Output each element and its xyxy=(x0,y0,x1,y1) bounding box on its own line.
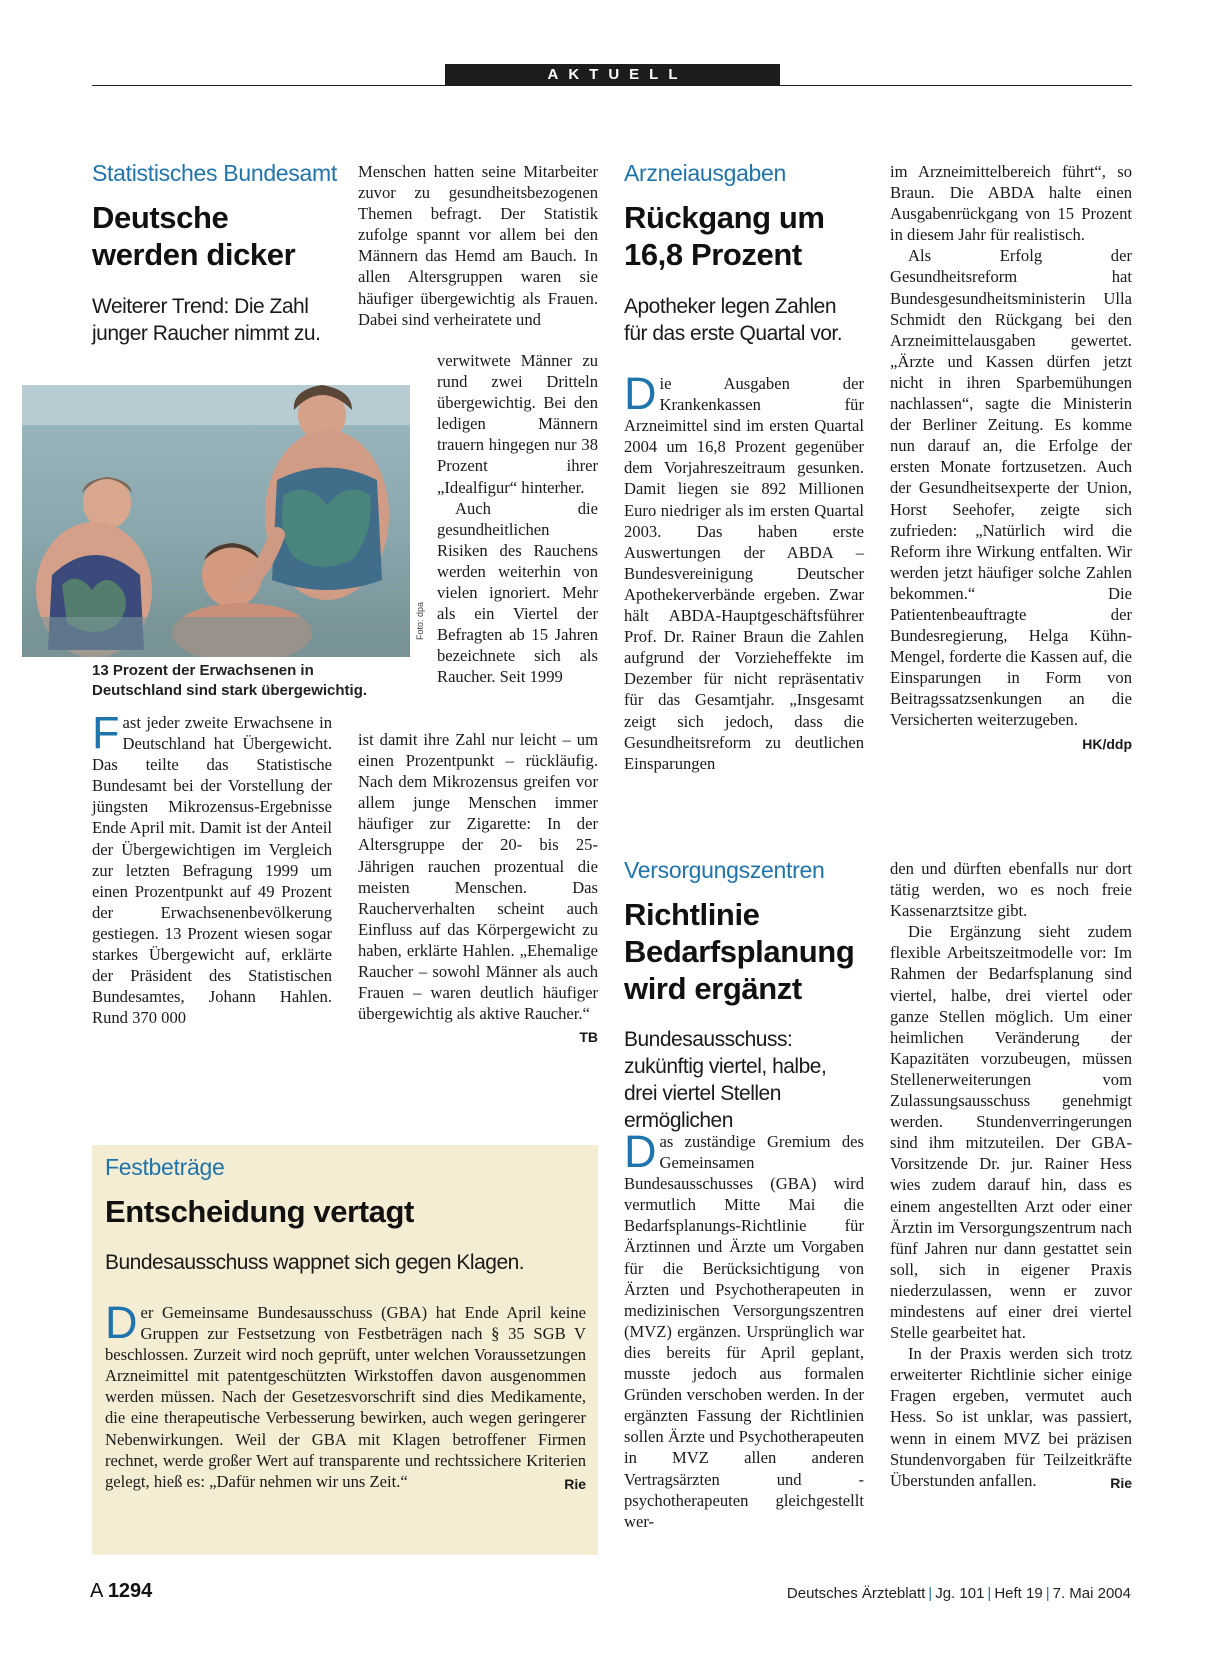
footer-issue: Heft 19 xyxy=(994,1585,1043,1602)
article3-col2-p3: In der Praxis werden sich trotz erweiterter Richtlinie sicher einige Fragen ergeben, vermutet auch Hess. So ist unklar, was passiert, wenn in einem MVZ bei präzisen Stundenvorgaben für Teilzeitkräfte Überstunden anfallen. xyxy=(890,1344,1132,1490)
article4-deck: Bundesausschuss wappnet sich gegen Klagen. xyxy=(105,1251,525,1274)
footer-date: 7. Mai 2004 xyxy=(1052,1585,1131,1602)
footer-journal: Deutsches Ärzteblatt xyxy=(786,1585,926,1602)
article3-col1-text: as zuständige Gremium des Gemeinsamen Bundesausschusses (GBA) wird vermutlich Mitte Mai die Bedarfsplanungs-Richtlinie für Ärztinnen und Ärzte um Vorgaben für die Berücksichtigung von Ärzten und Psychotherapeuten in medizinischen Versorgungszentren (MVZ) ergänzen. Ursprünglich war dies bereits für April geplant, musste jedoch aus formalen Gründen verschoben werden. In der ergänzten Fassung der Richtlinien sollen Ärzte und Psychotherapeuten in MVZ allen anderen Vertragsärzten und -psychotherapeuten gleichgestellt wer- xyxy=(624,1132,864,1531)
article1-body-col2-narrow xyxy=(437,350,598,688)
article2-signature: HK/ddp xyxy=(1082,735,1132,752)
article1-headline-line2: werden dicker xyxy=(92,237,296,272)
article1-body-col2-top xyxy=(358,161,598,330)
article2-body-col1 xyxy=(624,368,864,774)
article4-body xyxy=(105,1297,586,1495)
article1-signature: TB xyxy=(579,1029,598,1046)
article1-body-col1 xyxy=(92,707,332,1028)
article3-body-col2 xyxy=(890,858,1132,1494)
article4-headline: Entscheidung vertagt xyxy=(105,1194,414,1229)
article3-dropcap: D xyxy=(624,1126,657,1177)
article4-dropcap: D xyxy=(105,1297,138,1348)
article1-col2-bottom-text: ist damit ihre Zahl nur leicht – um einen Prozentpunkt – rückläufig. Nach dem Mikrozensus greifen vor allem junge Menschen immer häufiger zur Zigarette: In der Altersgruppe der 20- bis 25-Jährigen rauchen prozentual die meisten Menschen. Das Raucherverhalten scheint auch Einfluss auf das Körpergewicht zu haben, erklärte Hahlen. „Ehemalige Raucher – sowohl Männer als auch Frauen – waren deutlich häufiger übergewichtig als aktive Raucher.“ xyxy=(358,730,598,1024)
article3-signature: Rie xyxy=(1110,1474,1132,1491)
article2-col2-p1: im Arzneimittelbereich führt“, so Braun. Die ABDA halte einen Ausgabenrückgang von 15 Prozent in diesem Jahr für realistisch. xyxy=(890,162,1132,245)
page-prefix: A xyxy=(90,1580,103,1602)
article2-col1-text: ie Ausgaben der Krankenkassen für Arzneimittel sind im ersten Quartal 2004 um 16,8 Prozent gegenüber dem Vorjahreszeitraum gesunken. Damit liegen sie 892 Millionen Euro niedriger als im ersten Quartal 2003. Das haben erste Auswertungen der ABDA – Bundesvereinigung Deutscher Apothekerverbände ergeben. Zwar hält ABDA-Hauptgeschäftsführer Prof. Dr. Rainer Braun die Zahlen aufgrund der Vorzieheffekte im Dezember für nicht repräsentativ für das Gesamtjahr. „Insgesamt zeigt sich jedoch, dass die Gesundheitsreform zu deutlichen Einsparungen xyxy=(624,374,864,773)
article1-headline-line1: Deutsche xyxy=(92,200,229,235)
article2-headline-line2: 16,8 Prozent xyxy=(624,237,802,272)
footer-volume: Jg. 101 xyxy=(935,1585,985,1602)
footer-citation: Deutsches Ärzteblatt | Jg. 101 | Heft 19 | 7. Mai 2004 xyxy=(786,1585,1131,1602)
article2-body-col2 xyxy=(890,161,1132,755)
section-label: AKTUELL xyxy=(445,64,780,86)
article4-kicker: Festbeträge xyxy=(105,1154,225,1180)
article3-headline-line2: Bedarfsplanung xyxy=(624,934,855,969)
article3-body-col1 xyxy=(624,1126,864,1532)
article1-photo xyxy=(22,385,410,657)
article1-kicker: Statistisches Bundesamt xyxy=(92,160,337,186)
article3-headline-line3: wird ergänzt xyxy=(624,971,802,1006)
photo-caption: 13 Prozent der Erwachsenen in Deutschland sind stark übergewichtig. xyxy=(92,662,368,699)
article2-dropcap: D xyxy=(624,368,657,419)
article3-deck: Bundesausschuss: zukünftig viertel, halbe, drei viertel Stellen ermöglichen xyxy=(624,1028,827,1132)
beach-photo-illustration xyxy=(22,385,410,657)
article1-headline xyxy=(92,199,342,273)
article2-deck: Apotheker legen Zahlen für das erste Quartal vor. xyxy=(624,295,843,345)
article1-col2-top-text: Menschen hatten seine Mitarbeiter zuvor zu gesundheitsbezogenen Themen befragt. Der Statistik zufolge spannt vor allem bei den Männern das Hemd am Bauch. In allen Altersgruppen waren sie häufiger übergewichtig als Frauen. Dabei sind verheiratete und xyxy=(358,162,598,329)
article2-headline-line1: Rückgang um xyxy=(624,200,825,235)
article1-col1-text: ast jeder zweite Erwachsene in Deutschland hat Übergewicht. Das teilte das Statistische Bundesamt bei der Vorstellung der jüngsten Mikrozensus-Ergebnisse Ende April mit. Damit ist der Anteil der Übergewichtigen im Vergleich zur letzten Befragung 1999 um einen Prozentpunkt auf 49 Prozent der Erwachsenenbevölkerung gestiegen. 13 Prozent wiesen sogar starkes Übergewicht auf, erklärte der Präsident des Statistischen Bundesamtes, Johann Hahlen. Rund 370 000 xyxy=(92,713,332,1028)
article1-col2-narrow-p2: Auch die gesundheitlichen Risiken des Rauchens werden weiterhin von vielen ignoriert. Mehr als ein Viertel der Befragten ab 15 Jahren bezeichnete sich als Raucher. Seit 1999 xyxy=(437,498,598,687)
article1-dropcap: F xyxy=(92,707,120,758)
article3-headline xyxy=(624,896,864,1007)
article3-headline-line1: Richtlinie xyxy=(624,897,760,932)
article3-col2-p2: Die Ergänzung sieht zudem flexible Arbeitszeitmodelle vor: Im Rahmen der Bedarfsplanung sind viertel, halbe, drei viertel oder ganze Stellen möglich. Um einer heimlichen Veränderung der Kapazitäten vorzubeugen, müssen Stellenerweiterungen vom Zulassungsausschuss genehmigt werden. Stundenverringerungen sind ihm mitzuteilen. Der GBA-Vorsitzende Dr. jur. Rainer Hess wies zudem darauf hin, dass es einem angestellten Arzt oder einer Ärztin im Versorgungszentrum nach fünf Jahren nur dann gestattet sein soll, sich in eigener Praxis niederzulassen, wenn er zuvor mindestens auf einer drei viertel Stelle gearbeitet hat. xyxy=(890,922,1132,1343)
article2-col2-p2: Als Erfolg der Gesundheitsreform hat Bundesgesundheitsministerin Ulla Schmidt den Rückgang bei den Arzneimittelausgaben gewertet. „Ärzte und Kassen dürfen jetzt nicht in ihren Sparbemühungen nachlassen“, sagte die Ministerin der Berliner Zeitung. Es komme nun darauf an, die Erfolge der ersten Monate fortzusetzen. Auch der Gesundheitsexperte der Union, Horst Seehofer, zeigte sich zufrieden: „Natürlich wird die Reform ihre Wirkung entfalten. Wir werden jetzt häufiger solche Zahlen bekommen.“ Die Patientenbeauftragte der Bundesregierung, Helga Kühn-Mengel, forderte die Kassen auf, die Einsparungen in Form von Beitragssatzsenkungen an die Versicherten weiterzugeben. xyxy=(890,246,1132,730)
article1-body-col2-bottom xyxy=(358,729,598,1048)
article3-kicker: Versorgungszentren xyxy=(624,857,825,883)
article3-col2-p1: den und dürften ebenfalls nur dort tätig werden, wo es noch freie Kassenarztsitze gibt. xyxy=(890,859,1132,921)
article1-deck: Weiterer Trend: Die Zahl junger Raucher nimmt zu. xyxy=(92,295,321,345)
article4-signature: Rie xyxy=(564,1475,586,1492)
page-number-value: 1294 xyxy=(107,1580,153,1602)
photo-credit: Foto: dpa xyxy=(415,601,425,640)
article2-kicker: Arzneiausgaben xyxy=(624,160,787,186)
article2-headline xyxy=(624,199,864,273)
article4-body-text: er Gemeinsame Bundesausschuss (GBA) hat Ende April keine Gruppen zur Festsetzung von Festbeträgen nach § 35 SGB V beschlossen. Zurzeit wird noch geprüft, unter welchen Voraussetzungen Arzneimittel mit patentgeschützten Wirkstoffen davon ausgenommen werden müssen. Nach der Gesetzesvorschrift sind dies Medikamente, die eine therapeutische Verbesserung bewirken, auch wegen geringerer Nebenwirkungen. Weil der GBA mit Klagen betroffener Firmen rechnet, werde großer Wert auf transparente und rechtssichere Kriterien gelegt, hieß es: „Dafür nehmen wir uns Zeit.“ xyxy=(105,1303,586,1491)
article1-col2-narrow-p1: verwitwete Männer zu rund zwei Dritteln übergewichtig. Bei den ledigen Männern trauern hingegen nur 38 Prozent ihrer „Idealfigur“ hinterher. xyxy=(437,351,598,497)
page-number xyxy=(90,1580,152,1603)
